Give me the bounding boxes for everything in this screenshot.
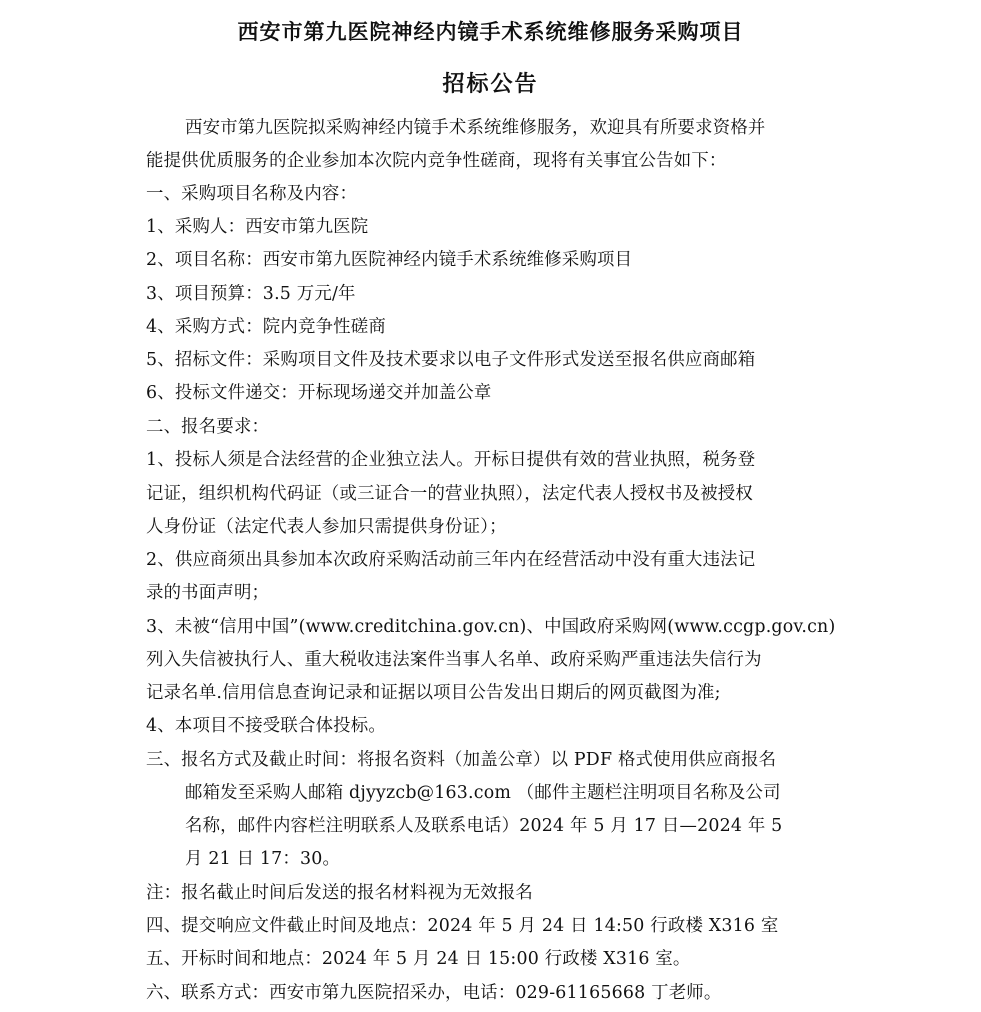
section-5-line: 五、开标时间和地点：2024 年 5 月 24 日 15:00 行政楼 X316 室。 bbox=[146, 949, 691, 969]
req-4-line-1: 4、本项目不接受联合体投标。 bbox=[146, 716, 386, 736]
note-line: 注：报名截止时间后发送的报名材料视为无效报名 bbox=[146, 883, 533, 903]
req-2-line-2: 录的书面声明； bbox=[146, 583, 270, 603]
req-1-line-2: 记证，组织机构代码证（或三证合一的营业执照），法定代表人授权书及被授权 bbox=[146, 484, 753, 504]
intro-line-1: 西安市第九医院拟采购神经内镜手术系统维修服务，欢迎具有所要求资格并 bbox=[185, 118, 766, 138]
req-3-line-1: 3、未被“信用中国”(www.creditchina.gov.cn)、中国政府采购网(www.ccgp.gov.cn) bbox=[146, 617, 836, 637]
document-title: 西安市第九医院神经内镜手术系统维修服务采购项目 bbox=[237, 20, 744, 44]
item-method: 4、采购方式：院内竞争性磋商 bbox=[146, 317, 386, 337]
item-submission: 6、投标文件递交：开标现场递交并加盖公章 bbox=[146, 383, 492, 403]
req-2-line-1: 2、供应商须出具参加本次政府采购活动前三年内在经营活动中没有重大违法记 bbox=[146, 550, 756, 570]
item-budget: 3、项目预算：3.5 万元/年 bbox=[146, 284, 356, 304]
section-4-line: 四、提交响应文件截止时间及地点：2024 年 5 月 24 日 14:50 行政楼 X316 室 bbox=[146, 916, 779, 936]
section-6-line: 六、联系方式：西安市第九医院招采办，电话：029-61165668 丁老师。 bbox=[146, 983, 722, 1003]
req-1-line-3: 人身份证（法定代表人参加只需提供身份证）； bbox=[146, 517, 507, 537]
section-3-line-3: 名称，邮件内容栏注明联系人及联系电话）2024 年 5 月 17 日—2024 年 5 bbox=[185, 816, 783, 836]
section-3-line-1: 三、报名方式及截止时间：将报名资料（加盖公章）以 PDF 格式使用供应商报名 bbox=[146, 750, 777, 770]
section-3-line-2: 邮箱发至采购人邮箱 djyyzcb@163.com （邮件主题栏注明项目名称及公司 bbox=[185, 783, 781, 803]
req-1-line-1: 1、投标人须是合法经营的企业独立法人。开标日提供有效的营业执照，税务登 bbox=[146, 450, 756, 470]
section-1-heading: 一、采购项目名称及内容： bbox=[146, 184, 358, 204]
item-project-name: 2、项目名称：西安市第九医院神经内镜手术系统维修采购项目 bbox=[146, 250, 633, 270]
item-purchaser: 1、采购人：西安市第九医院 bbox=[146, 217, 369, 237]
item-tender-docs: 5、招标文件：采购项目文件及技术要求以电子文件形式发送至报名供应商邮箱 bbox=[146, 350, 756, 370]
section-2-heading: 二、报名要求： bbox=[146, 417, 270, 437]
req-3-line-2: 列入失信被执行人、重大税收违法案件当事人名单、政府采购严重违法失信行为 bbox=[146, 650, 762, 670]
req-3-line-3: 记录名单.信用信息查询记录和证据以项目公告发出日期后的网页截图为准; bbox=[146, 683, 721, 703]
intro-line-2: 能提供优质服务的企业参加本次院内竞争性磋商，现将有关事宜公告如下： bbox=[146, 151, 727, 171]
document-subtitle: 招标公告 bbox=[442, 72, 539, 97]
section-3-line-4: 月 21 日 17：30。 bbox=[185, 849, 341, 869]
